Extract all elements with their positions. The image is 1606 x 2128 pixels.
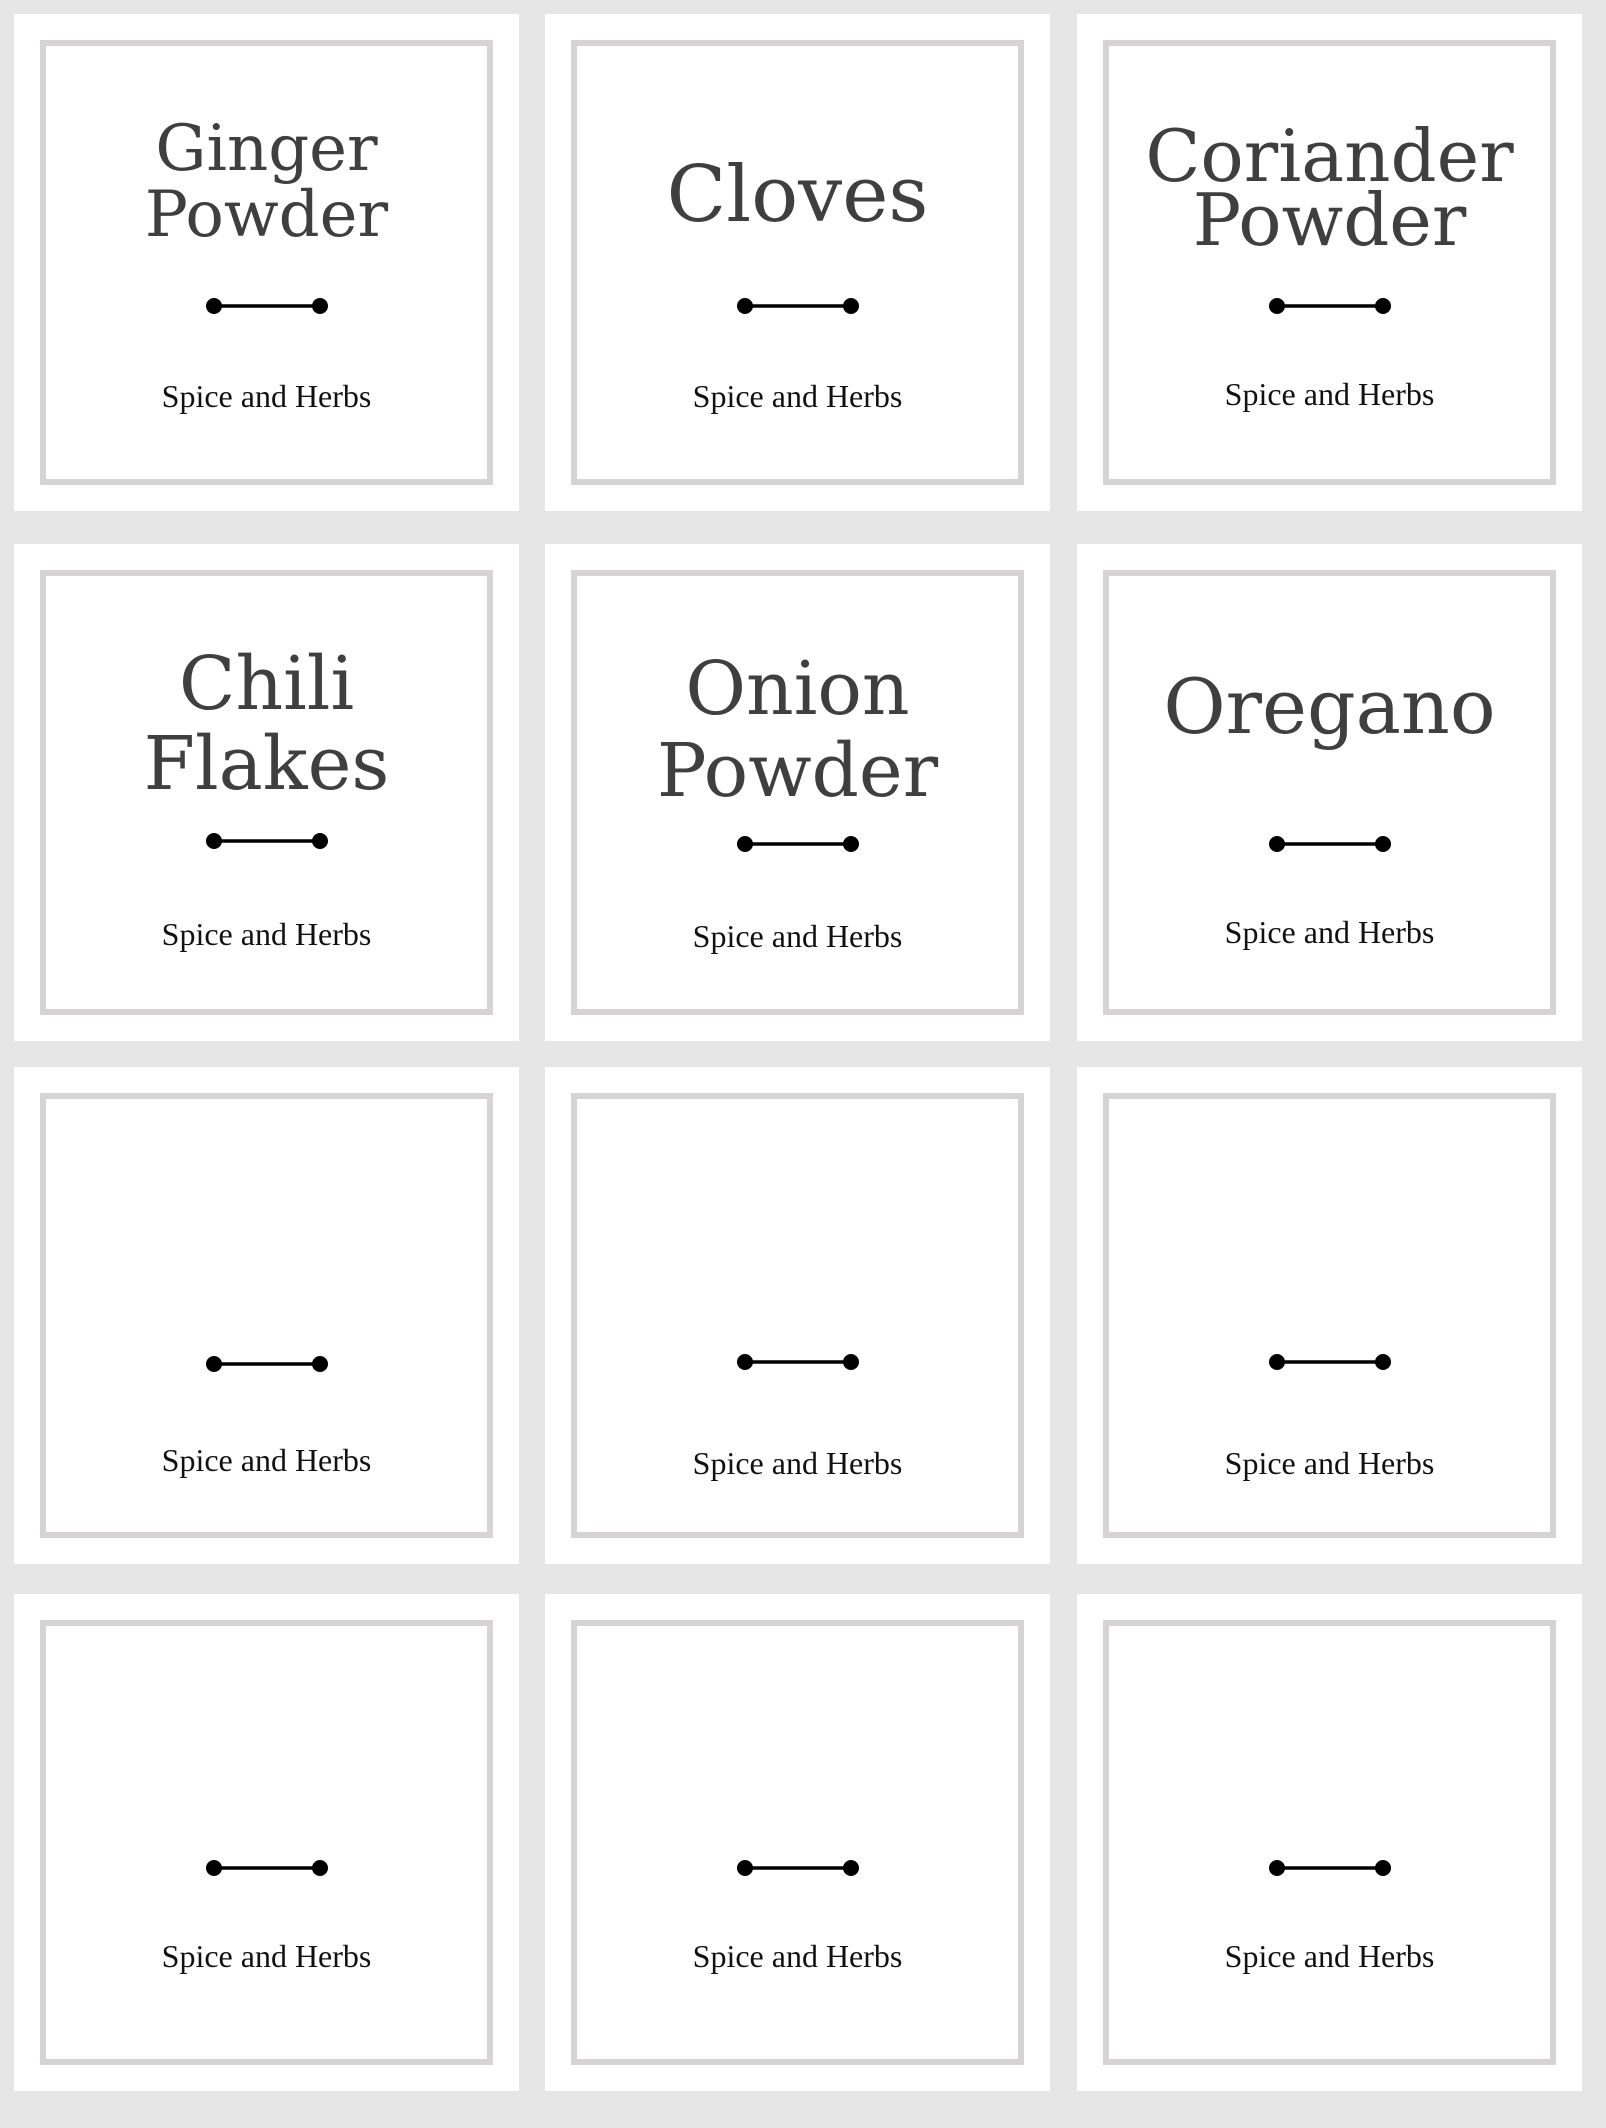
spice-label-card — [1077, 1067, 1582, 1564]
spice-label-card — [14, 1067, 519, 1564]
label-title-line: Cloves — [666, 150, 929, 240]
label-subtitle: Spice and Herbs — [1224, 914, 1435, 950]
label-title-line: Coriander — [1145, 114, 1514, 198]
label-title — [54, 112, 479, 252]
dumbbell-divider-icon — [202, 296, 332, 316]
label-border — [1103, 40, 1556, 485]
spice-label-card — [545, 1594, 1050, 2091]
label-subtitle: Spice and Herbs — [161, 916, 372, 952]
dumbbell-divider-icon — [1265, 1352, 1395, 1372]
label-title-line: Chili — [178, 641, 355, 727]
spice-label-card — [14, 1594, 519, 2091]
label-subtitle: Spice and Herbs — [1224, 1938, 1435, 1974]
label-subtitle: Spice and Herbs — [1224, 376, 1435, 412]
dumbbell-divider-icon — [733, 1352, 863, 1372]
label-title — [585, 648, 1010, 812]
dumbbell-divider-icon — [202, 1354, 332, 1374]
dumbbell-divider-icon — [733, 834, 863, 854]
label-border — [1103, 1620, 1556, 2065]
label-subtitle: Spice and Herbs — [161, 378, 372, 414]
label-title-line: Powder — [656, 728, 939, 814]
label-border — [571, 1620, 1024, 2065]
label-border — [40, 40, 493, 485]
dumbbell-divider-icon — [733, 1858, 863, 1878]
label-border — [571, 40, 1024, 485]
spice-label-card — [545, 1067, 1050, 1564]
dumbbell-divider-icon — [202, 1858, 332, 1878]
spice-label-card — [1077, 1594, 1582, 2091]
label-title — [1117, 114, 1542, 262]
label-title-line: Powder — [1192, 178, 1467, 262]
label-subtitle: Spice and Herbs — [1224, 1445, 1435, 1481]
dumbbell-divider-icon — [202, 831, 332, 851]
label-title-line: Onion — [685, 646, 910, 732]
label-title-line: Oregano — [1163, 662, 1496, 751]
label-subtitle: Spice and Herbs — [692, 1938, 903, 1974]
label-title — [54, 641, 479, 807]
spice-label-card — [1077, 544, 1582, 1041]
spice-label-card — [14, 14, 519, 511]
label-border — [40, 1620, 493, 2065]
label-subtitle: Spice and Herbs — [692, 918, 903, 954]
label-title — [585, 150, 1010, 240]
label-title-line: Powder — [144, 178, 389, 252]
spice-label-card — [545, 14, 1050, 511]
label-title-line: Ginger — [155, 112, 378, 186]
dumbbell-divider-icon — [1265, 834, 1395, 854]
dumbbell-divider-icon — [733, 296, 863, 316]
label-subtitle: Spice and Herbs — [161, 1442, 372, 1478]
dumbbell-divider-icon — [1265, 296, 1395, 316]
label-subtitle: Spice and Herbs — [692, 1445, 903, 1481]
label-title — [1117, 662, 1542, 751]
dumbbell-divider-icon — [1265, 1858, 1395, 1878]
label-title-line: Flakes — [143, 721, 390, 807]
spice-label-card — [14, 544, 519, 1041]
label-subtitle: Spice and Herbs — [692, 378, 903, 414]
spice-label-card — [1077, 14, 1582, 511]
label-subtitle: Spice and Herbs — [161, 1938, 372, 1974]
spice-label-card — [545, 544, 1050, 1041]
